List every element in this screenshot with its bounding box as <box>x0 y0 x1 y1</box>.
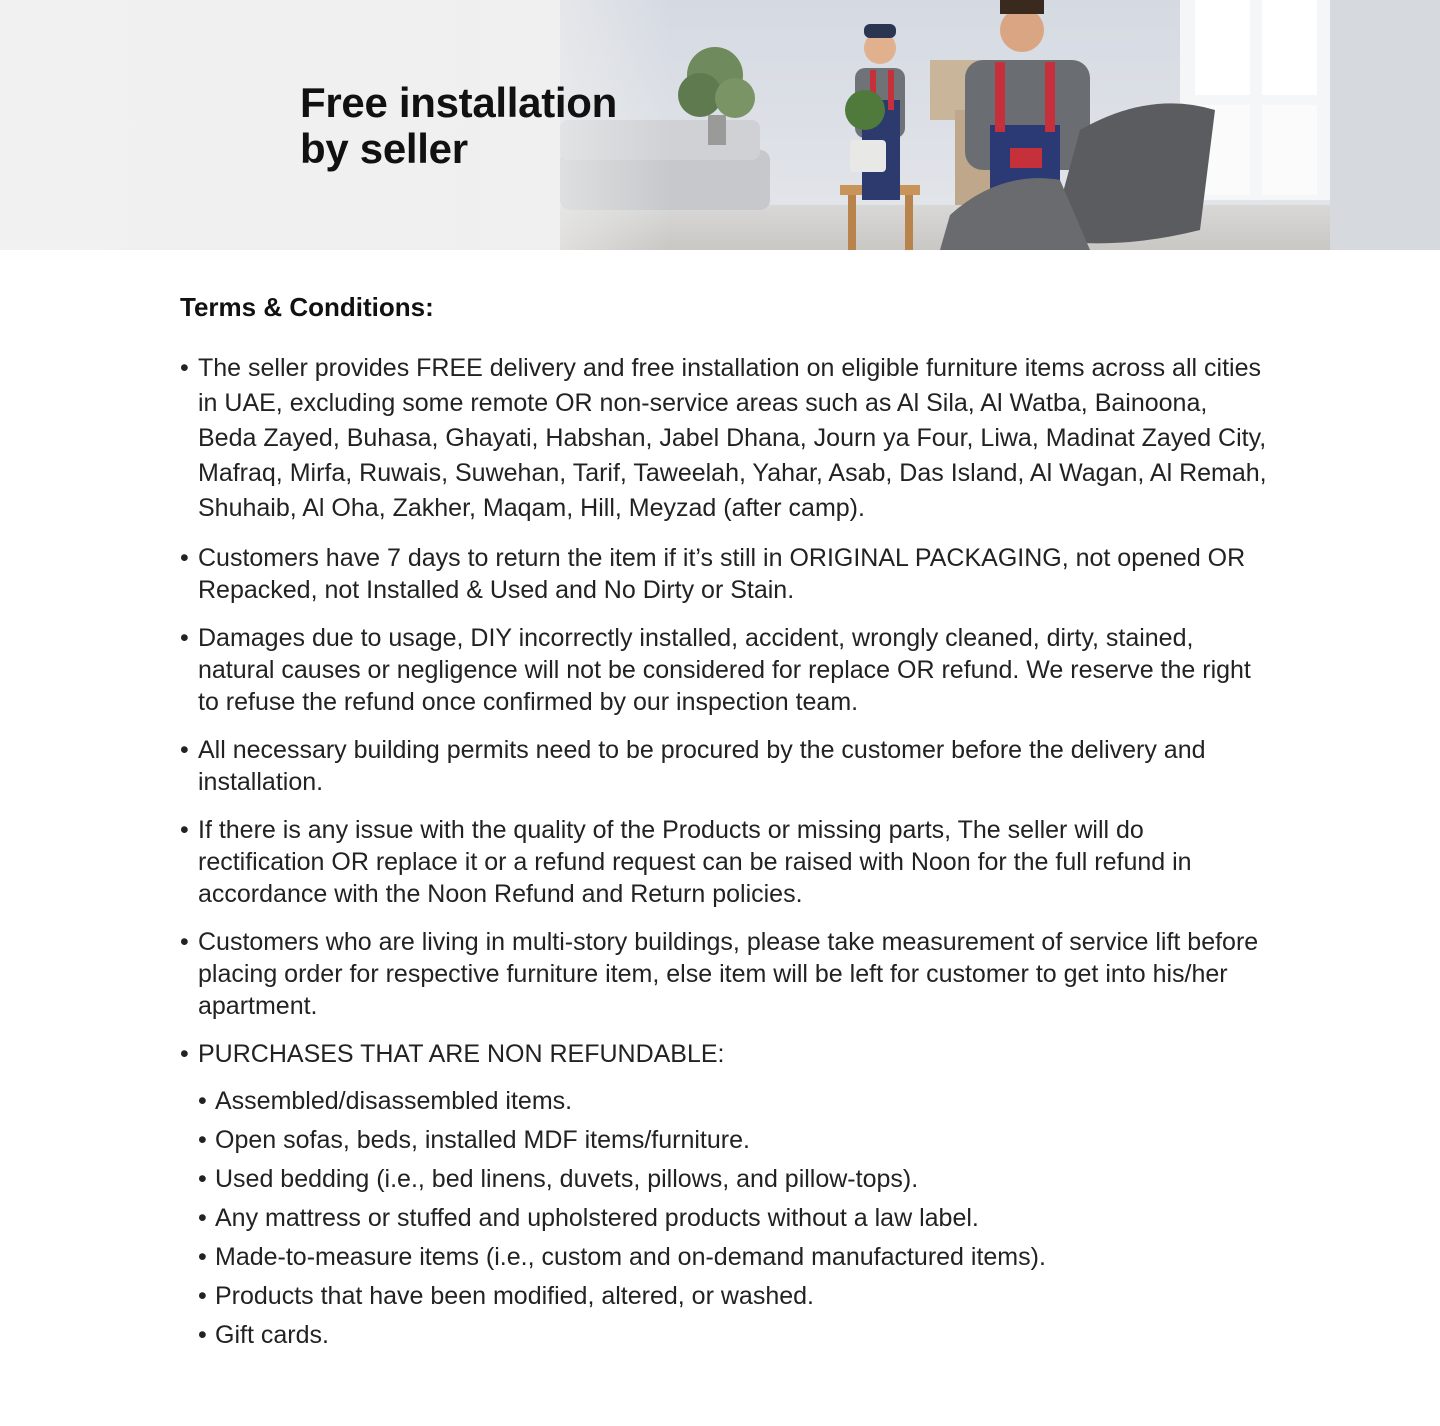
non-refundable-subitem: • Any mattress or stuffed and upholstered products without a law label. <box>198 1199 1270 1238</box>
hero-banner <box>0 0 1440 250</box>
non-refundable-subitem: • Made-to-measure items (i.e., custom and on-demand manufactured items). <box>198 1238 1270 1277</box>
banner-title <box>300 80 617 172</box>
non-refundable-subitem: • Used bedding (i.e., bed linens, duvets, pillows, and pillow-tops). <box>198 1160 1270 1199</box>
non-refundable-subitem: • Gift cards. <box>198 1316 1270 1355</box>
non-refundable-list <box>198 1082 1270 1355</box>
banner-title-line-2: by seller <box>300 125 468 172</box>
term-item: • Damages due to usage, DIY incorrectly installed, accident, wrongly cleaned, dirty, stained, natural causes or negligence will not be considered for replace OR refund. We reserve the right to refuse the refund once confirmed by our inspection team. <box>180 622 1270 718</box>
terms-list <box>180 351 1270 1355</box>
term-item: • The seller provides FREE delivery and free installation on eligible furniture items across all cities in UAE, excluding some remote OR non-service areas such as Al Sila, Al Watba, Bainoona, Beda Zayed, Buhasa, Ghayati, Habshan, Jabel Dhana, Journ ya Four, Liwa, Madinat Zayed City, Mafraq, Mirfa, Ruwais, Suwehan, Tarif, Taweelah, Yahar, Asab, Das Island, Al Wagan, Al Remah, Shuhaib, Al Oha, Zakher, Maqam, Hill, Meyzad (after camp). <box>180 351 1270 526</box>
non-refundable-subitem: • Open sofas, beds, installed MDF items/furniture. <box>198 1121 1270 1160</box>
term-item: • If there is any issue with the quality of the Products or missing parts, The seller will do rectification OR replace it or a refund request can be raised with Noon for the full refund in accordance with the Noon Refund and Return policies. <box>180 814 1270 910</box>
non-refundable-heading: • PURCHASES THAT ARE NON REFUNDABLE: <box>198 1040 725 1068</box>
banner-photo-installers <box>0 0 1440 250</box>
non-refundable-subitem: • Products that have been modified, altered, or washed. <box>198 1277 1270 1316</box>
banner-title-line-1: Free installation <box>300 79 617 126</box>
term-item: • Customers who are living in multi-story buildings, please take measurement of service lift before placing order for respective furniture item, else item will be left for customer to get into his/her apartment. <box>180 926 1270 1022</box>
non-refundable-subitem: • Assembled/disassembled items. <box>198 1082 1270 1121</box>
term-item: • Customers have 7 days to return the item if it’s still in ORIGINAL PACKAGING, not opened OR Repacked, not Installed & Used and No Dirty or Stain. <box>180 542 1270 606</box>
terms-heading: Terms & Conditions: <box>180 292 434 322</box>
term-item: • All necessary building permits need to be procured by the customer before the delivery and installation. <box>180 734 1270 798</box>
non-refundable-item <box>180 1038 1270 1355</box>
terms-section <box>180 290 1270 1371</box>
